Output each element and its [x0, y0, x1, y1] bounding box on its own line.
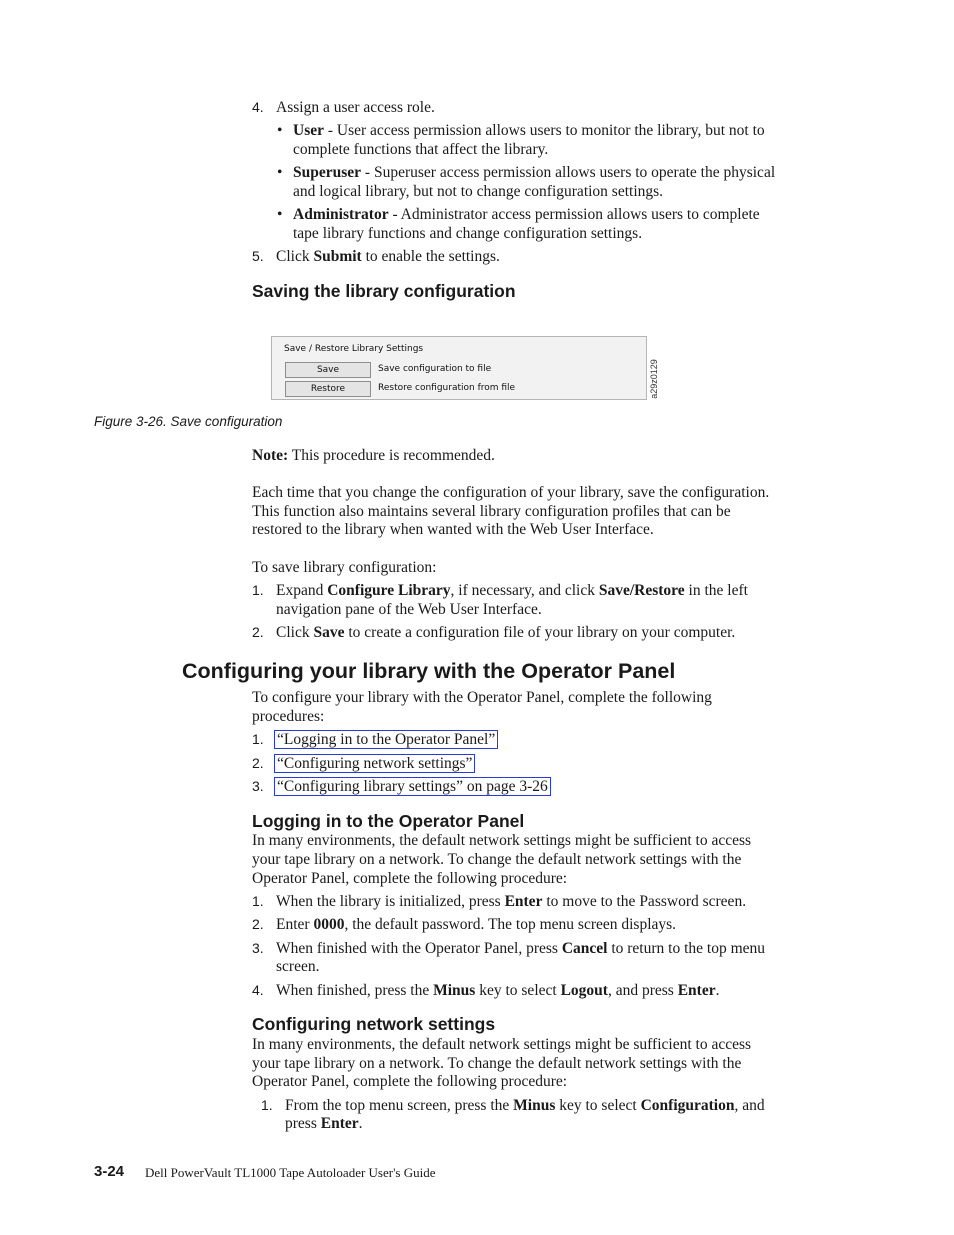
- text-run-bold: Logout: [560, 982, 608, 999]
- subsection-heading-logging-in: Logging in to the Operator Panel: [252, 811, 525, 831]
- role-desc-cont: and logical library, but not to change configuration settings.: [293, 183, 664, 200]
- paragraph-line: Each time that you change the configuration of your library, save the configuration.: [252, 484, 770, 501]
- step-number: 5.: [252, 248, 264, 264]
- step-text-cont: [285, 1114, 363, 1133]
- subsection-heading-network: Configuring network settings: [252, 1014, 496, 1034]
- paragraph-line: procedures:: [252, 708, 325, 725]
- text-run: When finished with the Operator Panel, press: [276, 940, 562, 957]
- text-run: to enable the settings.: [361, 248, 500, 265]
- role-administrator: [293, 205, 760, 224]
- step-text-cont: screen.: [276, 958, 320, 975]
- page-number: 3-24: [94, 1163, 125, 1180]
- link-text[interactable]: “Configuring library settings” on page 3-26: [274, 777, 551, 796]
- text-run-bold: Enter: [677, 982, 716, 999]
- text-run: Enter: [276, 916, 314, 933]
- step-number: 4.: [252, 99, 264, 115]
- text-run-bold: Configure Library: [327, 582, 451, 599]
- figure-caption: Figure 3-26. Save configuration: [94, 414, 283, 429]
- paragraph-line: To save library configuration:: [252, 559, 437, 576]
- text-run: to move to the Password screen.: [542, 893, 747, 910]
- step-text: [285, 1096, 765, 1115]
- step-text: [276, 247, 500, 266]
- link-text[interactable]: “Configuring network settings”: [274, 754, 475, 773]
- text-run: , if necessary, and click: [450, 582, 599, 599]
- step-number: 2.: [252, 624, 264, 640]
- text-run: to create a configuration file of your library on your computer.: [344, 624, 736, 641]
- step-text: Assign a user access role.: [276, 99, 435, 116]
- save-restore-panel: [271, 336, 647, 400]
- step-text: [276, 581, 748, 600]
- text-run: When finished, press the: [276, 982, 434, 999]
- text-run: Expand: [276, 582, 328, 599]
- step-number: 1.: [252, 582, 264, 598]
- bullet: •: [277, 206, 283, 223]
- text-run-bold: Minus: [513, 1097, 556, 1114]
- text-run: key to select: [555, 1097, 641, 1114]
- role-superuser: [293, 163, 775, 182]
- restore-button[interactable]: Restore: [285, 381, 371, 397]
- paragraph-line: your tape library on a network. To change the default network settings with the: [252, 1055, 742, 1072]
- paragraph-line: In many environments, the default network settings might be sufficient to access: [252, 832, 752, 849]
- link-logging-in[interactable]: [274, 730, 498, 749]
- text-run: to return to the top menu: [607, 940, 766, 957]
- text-run-bold: Enter: [504, 893, 543, 910]
- section-heading-saving: Saving the library configuration: [252, 281, 516, 301]
- paragraph-line: In many environments, the default network settings might be sufficient to access: [252, 1036, 752, 1053]
- text-run-bold: Enter: [320, 1115, 359, 1132]
- text-run: press: [285, 1115, 321, 1132]
- save-button[interactable]: Save: [285, 362, 371, 378]
- text-run: .: [358, 1115, 363, 1132]
- step-number: 3.: [252, 778, 264, 794]
- text-run: in the left: [684, 582, 748, 599]
- step-text: [276, 623, 735, 642]
- link-network-settings[interactable]: [274, 754, 475, 773]
- step-number: 1.: [252, 731, 264, 747]
- text-run: , and press: [607, 982, 678, 999]
- role-desc-cont: tape library functions and change configuration settings.: [293, 225, 643, 242]
- step-number: 2.: [252, 916, 264, 932]
- text-run: , the default password. The top menu screen displays.: [344, 916, 677, 933]
- footer-title: Dell PowerVault TL1000 Tape Autoloader User's Guide: [145, 1165, 436, 1180]
- note-label: Note:: [252, 447, 289, 464]
- text-run: When the library is initialized, press: [276, 893, 505, 910]
- role-user: [293, 121, 765, 140]
- paragraph-line: To configure your library with the Operator Panel, complete the following: [252, 689, 712, 706]
- link-text[interactable]: “Logging in to the Operator Panel”: [274, 730, 498, 749]
- step-text: [276, 939, 765, 958]
- role-desc: - Administrator access permission allows users to complete: [388, 206, 760, 223]
- note: [252, 446, 495, 465]
- paragraph-line: restored to the library when wanted with the Web User Interface.: [252, 521, 654, 538]
- text-run: From the top menu screen, press the: [285, 1097, 514, 1114]
- step-number: 2.: [252, 755, 264, 771]
- restore-description: Restore configuration from file: [378, 383, 516, 393]
- text-run-bold: Save/Restore: [598, 582, 685, 599]
- figure-id-text: a29z0129: [649, 359, 659, 399]
- step-number: 3.: [252, 940, 264, 956]
- bullet: •: [277, 164, 283, 181]
- bullet: •: [277, 122, 283, 139]
- link-library-settings[interactable]: [274, 777, 551, 796]
- panel-title: Save / Restore Library Settings: [284, 344, 424, 354]
- step-number: 1.: [261, 1097, 273, 1113]
- step-number: 1.: [252, 893, 264, 909]
- text-run-bold: Configuration: [640, 1097, 735, 1114]
- text-run: key to select: [475, 982, 561, 999]
- paragraph-line: your tape library on a network. To change the default network settings with the: [252, 851, 742, 868]
- note-text: This procedure is recommended.: [288, 447, 495, 464]
- step-number: 4.: [252, 982, 264, 998]
- role-term: Superuser: [293, 164, 362, 181]
- role-desc-cont: complete functions that affect the library.: [293, 141, 549, 158]
- text-run: Click: [276, 248, 314, 265]
- figure-image-id: [647, 356, 661, 402]
- step-text: [276, 892, 746, 911]
- text-run-bold: Save: [313, 624, 345, 641]
- role-term: User: [293, 122, 324, 139]
- text-run-bold: Cancel: [561, 940, 608, 957]
- text-run: , and: [734, 1097, 765, 1114]
- text-run-bold: Minus: [433, 982, 476, 999]
- role-desc: - Superuser access permission allows users to operate the physical: [361, 164, 776, 181]
- role-desc: - User access permission allows users to monitor the library, but not to: [324, 122, 765, 139]
- paragraph-line: Operator Panel, complete the following procedure:: [252, 1073, 568, 1090]
- text-run: Click: [276, 624, 314, 641]
- section-heading-operator-panel: Configuring your library with the Operator Panel: [182, 659, 676, 683]
- text-run-bold: 0000: [313, 916, 345, 933]
- save-description: Save configuration to file: [378, 364, 492, 374]
- step-text: [276, 915, 676, 934]
- role-term: Administrator: [293, 206, 389, 223]
- text-run: .: [715, 982, 720, 999]
- paragraph-line: This function also maintains several library configuration profiles that can be: [252, 503, 731, 520]
- paragraph-line: Operator Panel, complete the following procedure:: [252, 870, 568, 887]
- step-text: [276, 981, 719, 1000]
- text-run-bold: Submit: [313, 248, 362, 265]
- step-text-cont: navigation pane of the Web User Interface.: [276, 601, 542, 618]
